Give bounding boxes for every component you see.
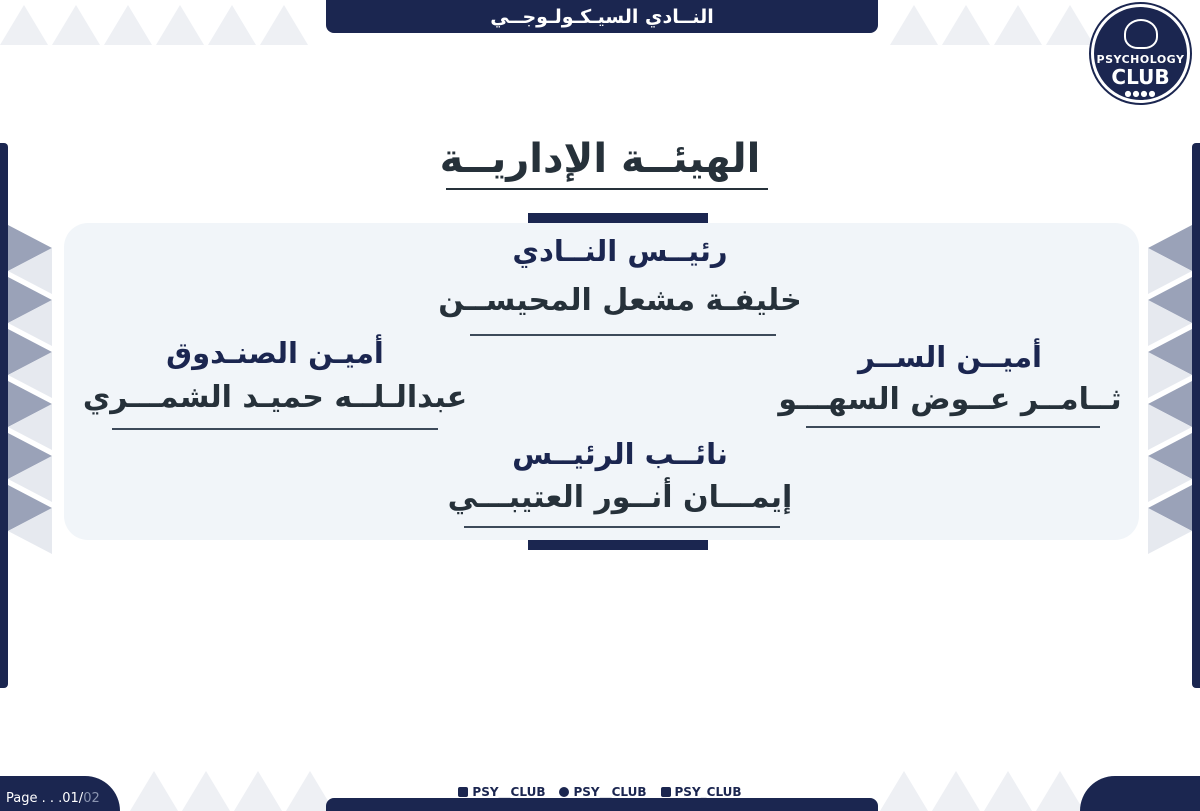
treasurer-underline [112, 428, 438, 430]
secretary-name: ثــامــر عــوض السهـــو [778, 382, 1122, 417]
page-total: 02 [83, 791, 100, 806]
page-title: الهيئــة الإداريــة [439, 136, 761, 182]
instagram-link[interactable]: PSY__CLUB [559, 785, 646, 799]
snapchat-icon [661, 787, 671, 797]
secretary-underline [806, 426, 1100, 428]
secretary-role: أميــن الســر [858, 340, 1042, 374]
treasurer-name: عبدالـلــه حميـد الشمـــري [82, 380, 468, 415]
logo-line2: CLUB [1111, 65, 1170, 89]
page-label: Page . . .01/ [6, 791, 84, 806]
brain-face-icon [1124, 19, 1158, 49]
president-name: خليفـة مشعل المحيســن [438, 283, 802, 318]
psychology-club-logo [1091, 4, 1190, 103]
left-side-bar [0, 143, 8, 688]
panel-bottom-bar [528, 540, 708, 550]
vice-president-underline [464, 526, 780, 528]
right-corner [1080, 776, 1200, 811]
header-banner [326, 0, 878, 33]
triangle-pattern-left [8, 220, 56, 565]
president-underline [470, 334, 776, 336]
triangle-pattern-right [1144, 220, 1192, 565]
logo-dots: ●●●● [1124, 89, 1157, 98]
header-banner-text: النــادي السيـكـولـوجــي [490, 5, 714, 28]
snapchat-link[interactable]: PSY_CLUB [661, 785, 742, 799]
page-indicator [6, 791, 100, 806]
panel-top-bar [528, 213, 708, 223]
treasurer-role: أميـن الصنـدوق [166, 336, 384, 370]
logo-line1: PSYCHOLOGY [1096, 53, 1185, 66]
vice-president-name: إيمـــان أنــور العتيبـــي [447, 480, 793, 515]
president-role: رئيــس النــادي [512, 234, 728, 268]
instagram-icon [559, 787, 569, 797]
right-side-bar [1192, 143, 1200, 688]
twitter-link[interactable]: PSY__CLUB [458, 785, 545, 799]
twitter-icon [458, 787, 468, 797]
footer-banner [326, 798, 878, 811]
vice-president-role: نائــب الرئيــس [512, 437, 728, 471]
title-underline [446, 188, 768, 190]
social-links [440, 785, 760, 799]
